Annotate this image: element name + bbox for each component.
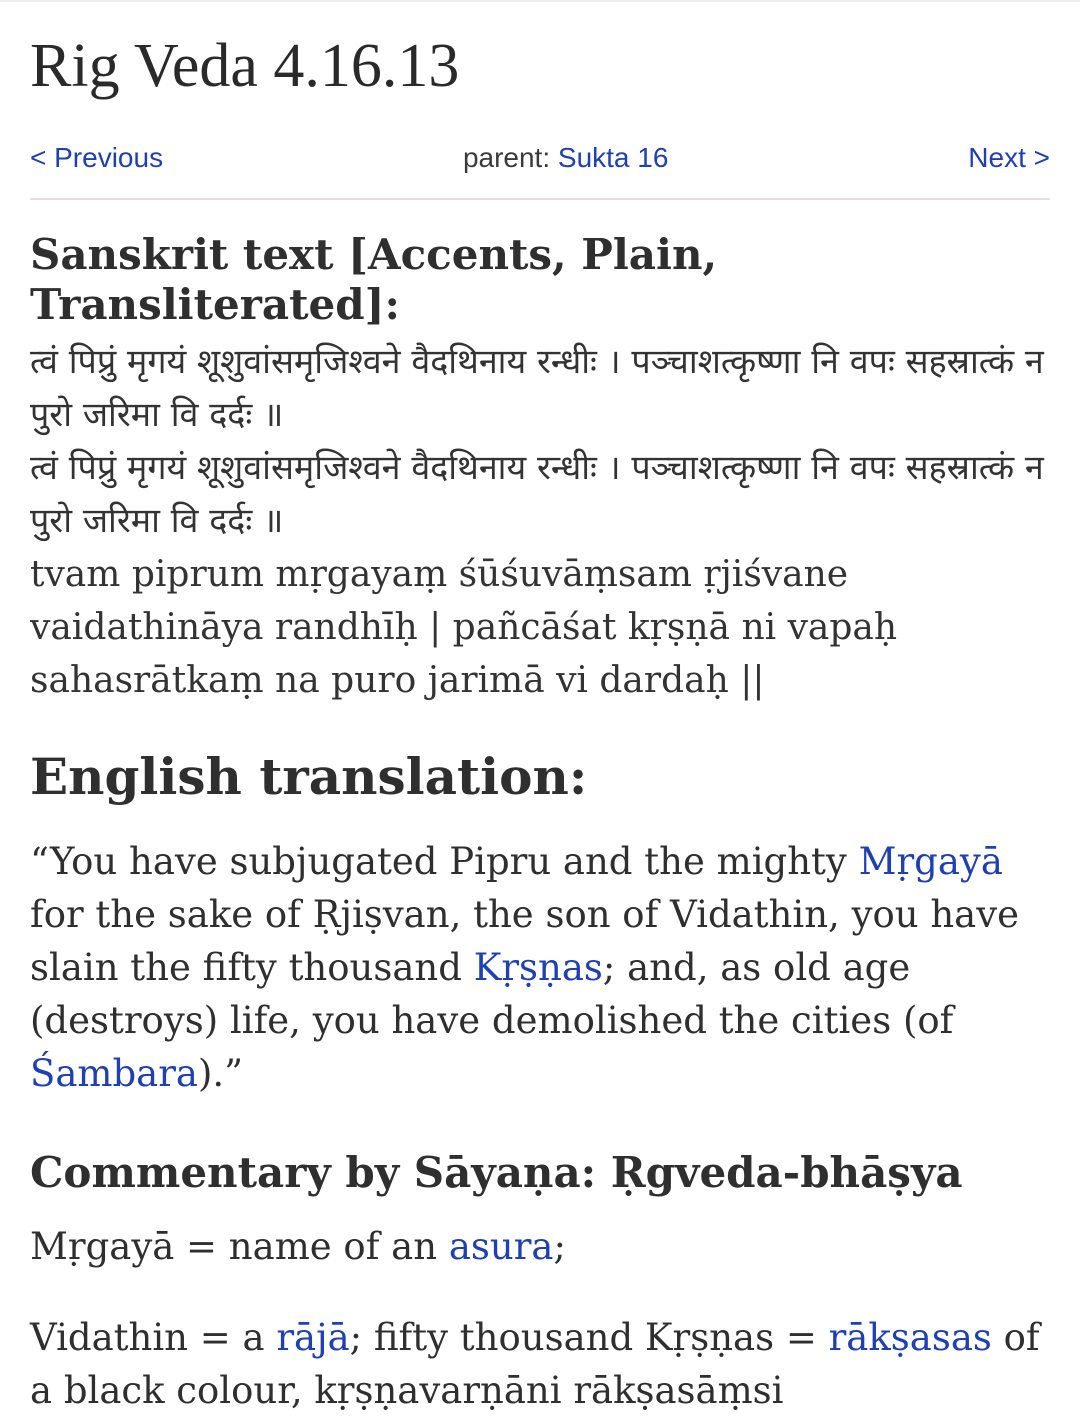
translation-paragraph	[30, 835, 1050, 1100]
commentary-heading: Commentary by Sāyaṇa: Ṛgveda-bhāṣya	[30, 1148, 963, 1197]
commentary2-text-1: Vidathin = a	[30, 1316, 277, 1359]
sanskrit-plain-text: त्वं पिप्रुं मृगयं शूशुवांसमृजिश्वने वैदथिनाय रन्धीः । पञ्चाशत्कृष्णा नि वपः सहस्रात्कं न पुरो जरिमा वि दर्दः ॥	[30, 448, 1044, 541]
content	[0, 30, 1080, 1417]
parent-link[interactable]: Sukta 16	[557, 142, 669, 173]
sanskrit-accented-text: त्वं पिप्रुं मृगयं शूशुवांसमृजिश्वने वैदथिनाय रन्धीः । पञ्चाशत्कृष्णा नि वपः सहस्रात्कं न पुरो जरिमा वि दर्दः ॥	[30, 342, 1044, 435]
mrgaya-link[interactable]: Mṛgayā	[858, 840, 1003, 883]
translation-heading: English translation:	[30, 747, 588, 806]
commentary-paragraph-1	[30, 1220, 1050, 1273]
previous-link[interactable]: < Previous	[30, 142, 164, 173]
transliteration-text: tvam piprum mṛgayaṃ śūśuvāṃsam ṛjiśvane vaidathināya randhīḥ | pañcāśat kṛṣṇā ni vapaḥ sahasrātkaṃ na puro jarimā vi dardaḥ ||	[30, 554, 898, 701]
commentary1-text-2: ;	[553, 1225, 566, 1268]
translation-text-3: ; and, as old age (destroys) life, you have demolished the cities (of	[30, 946, 954, 1042]
navigation-bar	[30, 142, 1050, 200]
raksasas-link[interactable]: rākṣasas	[828, 1316, 992, 1359]
commentary-paragraph-2	[30, 1311, 1050, 1417]
next-link[interactable]: Next >	[968, 142, 1050, 173]
sambara-link[interactable]: Śambara	[30, 1052, 198, 1095]
translation-text-2: for the sake of Ṛjiṣvan, the son of Vidathin, you have slain the fifty thousand	[30, 893, 1020, 989]
parent-breadcrumb	[463, 142, 668, 174]
top-divider	[0, 0, 1080, 2]
sanskrit-block	[30, 336, 1050, 707]
parent-label: parent:	[462, 142, 558, 173]
translation-text-4: ).”	[197, 1052, 244, 1095]
krsnas-link[interactable]: Kṛṣṇas	[473, 946, 603, 989]
commentary2-text-2: ; fifty thousand Kṛṣṇas =	[349, 1316, 829, 1359]
sanskrit-heading: Sanskrit text [Accents, Plain, Transliterated]:	[30, 230, 718, 329]
asura-link[interactable]: asura	[448, 1225, 554, 1268]
translation-text-1: “You have subjugated Pipru and the mighty	[30, 840, 859, 883]
commentary2-text-3: of a black colour, kṛṣṇavarṇāni rākṣasāṃsi	[30, 1316, 1040, 1412]
commentary1-text-1: Mṛgayā = name of an	[30, 1225, 449, 1268]
page-title: Rig Veda 4.16.13	[30, 32, 460, 100]
raja-link[interactable]: rājā	[276, 1316, 350, 1359]
